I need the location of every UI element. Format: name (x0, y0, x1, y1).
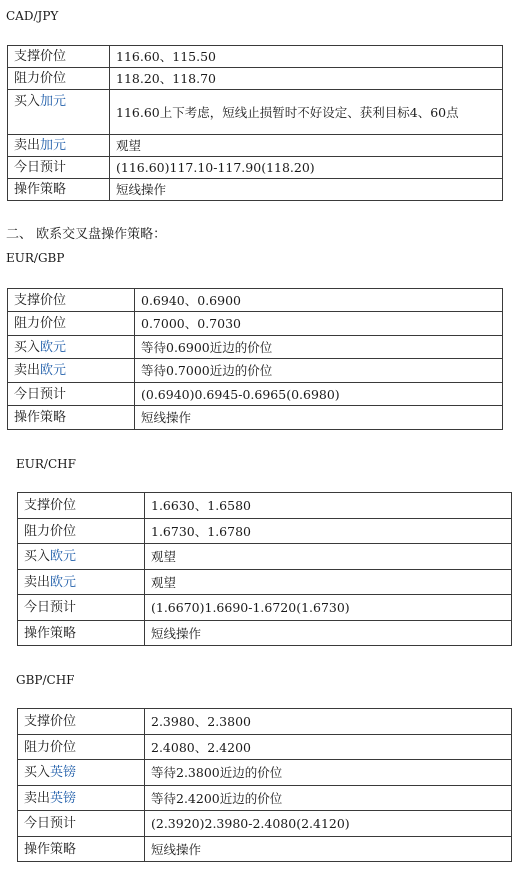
row-value: 116.60、115.50 (110, 46, 503, 68)
currency-highlight: 英镑 (50, 765, 77, 780)
section-title: 二、 欧系交叉盘操作策略： (6, 227, 167, 242)
pair-title-eurchf: EUR/CHF (16, 457, 76, 471)
row-label: 阻力价位 (8, 68, 110, 90)
row-label: 买入加元 (8, 90, 110, 135)
table-row (18, 621, 512, 646)
row-label: 支撑价位 (8, 289, 135, 312)
row-value: 观望 (145, 544, 512, 570)
row-value: 2.3980、2.3800 (145, 709, 512, 735)
table-row (8, 336, 503, 359)
table-row (8, 68, 503, 90)
row-value: 0.6940、0.6900 (135, 289, 503, 312)
eurgbp-table (7, 288, 503, 430)
row-label: 操作策略 (8, 179, 110, 201)
row-label: 卖出加元 (8, 135, 110, 157)
table-row (8, 312, 503, 336)
table-row (8, 383, 503, 406)
row-label: 今日预计 (18, 595, 145, 621)
row-value: 等待2.4200近边的价位 (145, 786, 512, 811)
table-row (8, 46, 503, 68)
currency-highlight: 欧元 (40, 363, 67, 378)
row-value: 观望 (145, 570, 512, 595)
row-label: 买入英镑 (18, 760, 145, 786)
row-label: 操作策略 (8, 406, 135, 430)
table-row (18, 735, 512, 760)
row-value: 等待0.7000近边的价位 (135, 359, 503, 383)
pair-title-gbpchf: GBP/CHF (16, 673, 75, 687)
row-label: 支撑价位 (18, 493, 145, 519)
row-label: 买入欧元 (18, 544, 145, 570)
row-label: 今日预计 (8, 383, 135, 406)
currency-highlight: 英镑 (50, 790, 77, 806)
row-value: 短线操作 (145, 621, 512, 646)
row-label: 阻力价位 (18, 519, 145, 544)
table-row (18, 811, 512, 837)
row-label: 操作策略 (18, 621, 145, 646)
row-value: 短线操作 (135, 406, 503, 430)
table-row (8, 359, 503, 383)
row-value: 118.20、118.70 (110, 68, 503, 90)
row-label: 支撑价位 (8, 46, 110, 68)
row-value: 等待2.3800近边的价位 (145, 760, 512, 786)
row-label: 阻力价位 (18, 735, 145, 760)
table-row (8, 406, 503, 430)
table-row (18, 595, 512, 621)
row-value: 1.6630、1.6580 (145, 493, 512, 519)
row-value: 短线操作 (145, 837, 512, 862)
currency-highlight: 加元 (40, 138, 67, 153)
table-row (18, 786, 512, 811)
row-value: 0.7000、0.7030 (135, 312, 503, 336)
row-label: 今日预计 (18, 811, 145, 837)
currency-highlight: 欧元 (40, 339, 67, 355)
table-row (8, 90, 503, 135)
table-row (8, 179, 503, 201)
table-row (8, 289, 503, 312)
row-label: 买入欧元 (8, 336, 135, 359)
row-label: 操作策略 (18, 837, 145, 862)
row-value: 2.4080、2.4200 (145, 735, 512, 760)
row-label: 阻力价位 (8, 312, 135, 336)
row-label: 卖出欧元 (18, 570, 145, 595)
currency-highlight: 加元 (40, 94, 67, 109)
row-label: 卖出英镑 (18, 786, 145, 811)
row-value: 116.60上下考虑，短线止损暂时不好设定、获利目标4、60点 (110, 90, 503, 135)
table-row (18, 493, 512, 519)
currency-highlight: 欧元 (50, 549, 77, 564)
row-label: 卖出欧元 (8, 359, 135, 383)
table-row (18, 760, 512, 786)
row-value: 短线操作 (110, 179, 503, 201)
table-row (18, 544, 512, 570)
row-label: 支撑价位 (18, 709, 145, 735)
row-value: (1.6670)1.6690-1.6720(1.6730) (145, 595, 512, 621)
row-value: (0.6940)0.6945-0.6965(0.6980) (135, 383, 503, 406)
table-row (8, 135, 503, 157)
table-row (18, 709, 512, 735)
gbpchf-table (17, 708, 512, 862)
table-row (8, 157, 503, 179)
row-label: 今日预计 (8, 157, 110, 179)
row-value: (2.3920)2.3980-2.4080(2.4120) (145, 811, 512, 837)
table-row (18, 570, 512, 595)
row-value: (116.60)117.10-117.90(118.20) (110, 157, 503, 179)
row-value: 观望 (110, 135, 503, 157)
row-value: 等待0.6900近边的价位 (135, 336, 503, 359)
table-row (18, 519, 512, 544)
pair-title-eurgbp: EUR/GBP (6, 251, 65, 265)
table-row (18, 837, 512, 862)
pair-title-cadjpy: CAD/JPY (6, 9, 59, 23)
cadjpy-table (7, 45, 503, 201)
eurchf-table (17, 492, 512, 646)
currency-highlight: 欧元 (50, 574, 77, 590)
row-value: 1.6730、1.6780 (145, 519, 512, 544)
